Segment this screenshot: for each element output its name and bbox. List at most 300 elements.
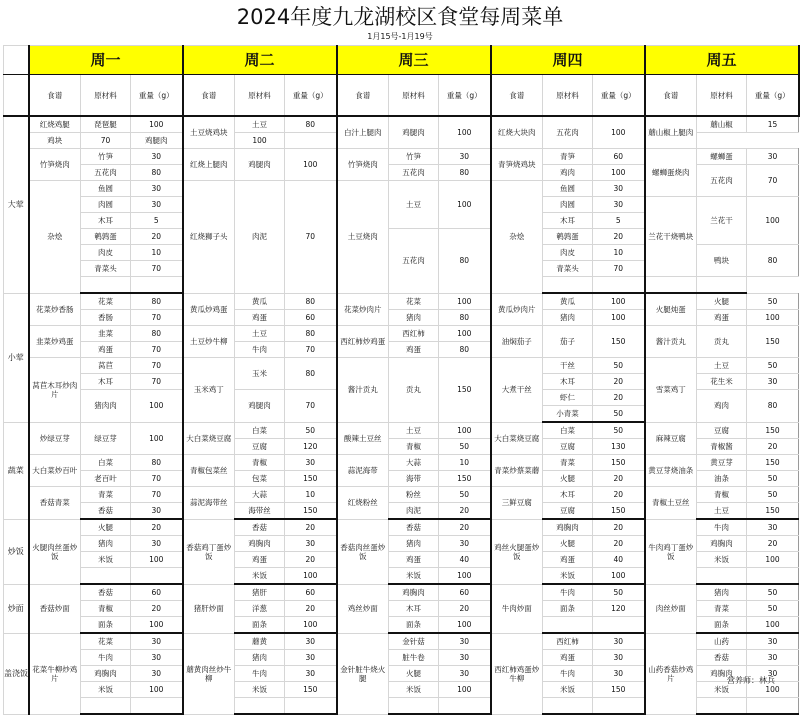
ingredient-weight xyxy=(131,277,183,294)
col-header-ingredient: 原材料 xyxy=(389,75,439,117)
ingredient-weight: 40 xyxy=(593,552,645,568)
ingredient-name xyxy=(389,698,439,715)
col-header-dish: 食谱 xyxy=(29,75,81,117)
ingredient-weight: 30 xyxy=(131,149,183,165)
dish-name: 火腿肉丝蛋炒饭 xyxy=(29,519,81,584)
menu-row xyxy=(4,455,799,471)
ingredient-name: 鸡腿肉 xyxy=(235,390,285,423)
ingredient-name: 鸡蛋 xyxy=(543,650,593,666)
ingredient-weight: 20 xyxy=(593,471,645,487)
ingredient-name: 黄瓜 xyxy=(543,293,593,310)
dish-name: 鸡丝炒面 xyxy=(337,584,389,633)
dish-name: 土豆烧肉 xyxy=(337,181,389,294)
ingredient-weight: 150 xyxy=(593,326,645,358)
ingredient-name: 土豆 xyxy=(235,116,285,133)
ingredient-weight: 70 xyxy=(131,342,183,358)
ingredient-weight xyxy=(697,277,747,294)
date-range: 1月15号-1月19号 xyxy=(367,32,433,41)
ingredient-name: 粉丝 xyxy=(389,487,439,503)
ingredient-name: 香菇 xyxy=(81,503,131,520)
ingredient-name: 鸡蛋 xyxy=(235,310,285,326)
ingredient-name xyxy=(81,277,131,294)
ingredient-weight: 30 xyxy=(439,650,491,666)
ingredient-weight: 100 xyxy=(439,568,491,585)
dish-name: 香菇青菜 xyxy=(29,487,81,520)
ingredient-name: 五花肉 xyxy=(81,165,131,181)
col-header-dish: 食谱 xyxy=(645,75,697,117)
menu-body xyxy=(4,116,799,714)
ingredient-weight: 70 xyxy=(285,342,337,358)
ingredient-weight: 15 xyxy=(747,116,799,133)
menu-row xyxy=(4,326,799,342)
menu-row xyxy=(4,149,799,165)
ingredient-weight: 70 xyxy=(131,310,183,326)
ingredient-weight: 100 xyxy=(131,422,183,455)
dish-name: 金针脏牛烧火腿 xyxy=(337,633,389,714)
ingredient-weight: 30 xyxy=(285,455,337,471)
dish-name: 蘑黄肉丝炒牛柳 xyxy=(183,633,235,714)
ingredient-weight: 80 xyxy=(747,245,799,277)
ingredient-name: 鸡蛋 xyxy=(235,552,285,568)
ingredient-weight: 30 xyxy=(131,536,183,552)
ingredient-weight: 30 xyxy=(131,650,183,666)
col-header-dish: 食谱 xyxy=(337,75,389,117)
ingredient-name: 牛肉 xyxy=(81,650,131,666)
ingredient-weight: 60 xyxy=(439,584,491,601)
ingredient-name: 鸡胸肉 xyxy=(235,536,285,552)
dish-name: 大煮干丝 xyxy=(491,358,543,423)
ingredient-weight: 80 xyxy=(285,116,337,133)
ingredient-weight: 150 xyxy=(593,682,645,698)
ingredient-name: 木耳 xyxy=(543,213,593,229)
ingredient-name: 白菜 xyxy=(235,422,285,439)
ingredient-name: 香菇 xyxy=(235,519,285,536)
ingredient-weight: 120 xyxy=(285,439,337,455)
ingredient-name: 鸡蛋 xyxy=(389,342,439,358)
ingredient-name: 青菜头 xyxy=(81,261,131,277)
ingredient-name: 米饭 xyxy=(389,568,439,585)
corner-cell xyxy=(4,46,29,75)
ingredient-weight: 70 xyxy=(131,374,183,390)
ingredient-name: 黄豆芽 xyxy=(697,455,747,471)
ingredient-name: 肉圆 xyxy=(81,197,131,213)
ingredient-weight: 50 xyxy=(747,293,799,310)
ingredient-weight xyxy=(131,568,183,585)
dish-name: 青笋烧鸡块 xyxy=(491,149,543,181)
menu-row xyxy=(4,584,799,601)
ingredient-name: 白菜 xyxy=(81,455,131,471)
ingredient-name: 面条 xyxy=(81,617,131,634)
ingredient-name: 青椒酱 xyxy=(697,439,747,455)
ingredient-name: 猪肉 xyxy=(697,584,747,601)
ingredient-weight: 120 xyxy=(593,601,645,617)
ingredient-name: 金针菇 xyxy=(389,633,439,650)
col-header-weight: 重量（g） xyxy=(131,75,183,117)
dish-name: 蒜泥海带丝 xyxy=(183,487,235,520)
ingredient-weight: 20 xyxy=(593,536,645,552)
ingredient-weight: 30 xyxy=(285,666,337,682)
ingredient-name xyxy=(645,277,697,294)
ingredient-weight: 80 xyxy=(439,229,491,294)
ingredient-weight: 40 xyxy=(439,552,491,568)
ingredient-weight: 20 xyxy=(439,503,491,520)
ingredient-name: 鸭块 xyxy=(697,245,747,277)
ingredient-name: 土豆 xyxy=(697,503,747,520)
ingredient-weight: 60 xyxy=(593,149,645,165)
ingredient-name xyxy=(81,698,131,715)
ingredient-name: 青椒 xyxy=(697,487,747,503)
dish-name: 韭菜炒鸡蛋 xyxy=(29,326,81,358)
ingredient-weight: 30 xyxy=(747,650,799,666)
ingredient-name: 五花肉 xyxy=(389,229,439,294)
dish-name: 红烧狮子头 xyxy=(183,181,235,294)
ingredient-weight: 10 xyxy=(593,245,645,261)
ingredient-weight: 100 xyxy=(747,310,799,326)
ingredient-weight: 80 xyxy=(131,326,183,342)
ingredient-weight: 70 xyxy=(131,261,183,277)
ingredient-name: 鱼圆 xyxy=(543,181,593,197)
dish-name: 大白菜烧豆腐 xyxy=(183,422,235,455)
dish-name: 西红柿炒鸡蛋 xyxy=(337,326,389,358)
ingredient-name: 土豆 xyxy=(389,422,439,439)
ingredient-name: 莴苣 xyxy=(81,358,131,374)
ingredient-weight: 100 xyxy=(593,310,645,326)
ingredient-name: 脏牛卷 xyxy=(389,650,439,666)
ingredient-name: 土豆 xyxy=(235,326,285,342)
menu-title: 2024年度九龙湖校区食堂每周菜单 xyxy=(236,5,564,29)
dish-name: 青椒土豆丝 xyxy=(645,487,697,520)
ingredient-name: 香菇 xyxy=(389,519,439,536)
category-label: 大荤 xyxy=(4,116,29,293)
dish-name: 香菇炒面 xyxy=(29,584,81,633)
ingredient-name: 木耳 xyxy=(81,374,131,390)
dish-name: 黄瓜炒鸡蛋 xyxy=(183,293,235,326)
menu-row xyxy=(4,358,799,374)
ingredient-name: 肉泥 xyxy=(235,181,285,294)
ingredient-name: 面条 xyxy=(697,617,747,634)
ingredient-name: 贡丸 xyxy=(389,358,439,423)
ingredient-weight: 100 xyxy=(235,133,285,149)
dish-name: 雪菜鸡丁 xyxy=(645,358,697,423)
dish-name: 大白菜炒百叶 xyxy=(29,455,81,487)
dish-name: 土豆炒牛柳 xyxy=(183,326,235,358)
ingredient-weight: 30 xyxy=(747,149,799,165)
ingredient-name: 花菜 xyxy=(81,293,131,310)
ingredient-name: 青椒 xyxy=(235,455,285,471)
ingredient-weight: 50 xyxy=(439,439,491,455)
ingredient-weight: 100 xyxy=(285,617,337,634)
ingredient-weight: 100 xyxy=(439,422,491,439)
ingredient-weight xyxy=(593,617,645,634)
ingredient-weight xyxy=(131,698,183,715)
ingredient-weight: 150 xyxy=(439,358,491,423)
ingredient-weight: 20 xyxy=(131,229,183,245)
category-label: 蔬菜 xyxy=(4,422,29,519)
day-header-mon: 周一 xyxy=(29,46,183,75)
ingredient-weight: 10 xyxy=(285,487,337,503)
ingredient-name: 火腿 xyxy=(697,293,747,310)
ingredient-name: 鸡蛋 xyxy=(543,552,593,568)
ingredient-name: 牛肉 xyxy=(697,519,747,536)
col-header-weight: 重量（g） xyxy=(747,75,799,117)
ingredient-name: 鹌鹑蛋 xyxy=(543,229,593,245)
ingredient-weight: 150 xyxy=(593,455,645,471)
ingredient-weight: 30 xyxy=(747,633,799,650)
ingredient-weight: 150 xyxy=(285,503,337,520)
dish-name: 肉丝炒面 xyxy=(645,584,697,633)
ingredient-weight: 100 xyxy=(285,149,337,181)
ingredient-name: 小青菜 xyxy=(543,406,593,423)
ingredient-name: 蘑黄 xyxy=(235,633,285,650)
ingredient-weight: 50 xyxy=(747,601,799,617)
ingredient-name: 鸡腿肉 xyxy=(235,149,285,181)
dish-name: 香菇肉丝蛋炒饭 xyxy=(337,519,389,584)
ingredient-name: 鸡腿肉 xyxy=(131,133,183,149)
ingredient-weight xyxy=(747,698,799,715)
ingredient-name: 鸡块 xyxy=(29,133,81,149)
ingredient-weight: 150 xyxy=(747,326,799,358)
ingredient-name xyxy=(543,617,593,634)
ingredient-weight: 50 xyxy=(593,584,645,601)
ingredient-weight: 70 xyxy=(747,165,799,197)
ingredient-weight: 100 xyxy=(439,326,491,342)
ingredient-name: 青菜 xyxy=(697,601,747,617)
ingredient-name: 竹笋 xyxy=(389,149,439,165)
ingredient-name: 米饭 xyxy=(543,682,593,698)
dish-name: 黄豆芽烧油条 xyxy=(645,455,697,487)
ingredient-name: 鸡胸肉 xyxy=(389,584,439,601)
ingredient-weight: 50 xyxy=(593,422,645,439)
ingredient-weight: 80 xyxy=(285,358,337,390)
ingredient-weight: 80 xyxy=(285,293,337,310)
ingredient-name: 玉米 xyxy=(235,358,285,390)
ingredient-weight: 30 xyxy=(439,536,491,552)
ingredient-weight: 5 xyxy=(593,213,645,229)
ingredient-name: 肉皮 xyxy=(81,245,131,261)
ingredient-name: 花菜 xyxy=(389,293,439,310)
ingredient-weight: 80 xyxy=(131,455,183,471)
ingredient-weight: 10 xyxy=(131,245,183,261)
ingredient-weight: 60 xyxy=(285,584,337,601)
dish-name: 土豆烧鸡块 xyxy=(183,116,235,149)
ingredient-weight: 100 xyxy=(439,181,491,229)
ingredient-weight: 30 xyxy=(131,633,183,650)
day-header-tue: 周二 xyxy=(183,46,337,75)
ingredient-name: 鸡肉 xyxy=(697,390,747,423)
ingredient-name: 肉皮 xyxy=(543,245,593,261)
dish-name: 香菇鸡丁蛋炒饭 xyxy=(183,519,235,584)
dish-name: 蒜泥海带 xyxy=(337,455,389,487)
dish-name: 青菜炒蔡菜蘑 xyxy=(491,455,543,487)
ingredient-weight: 50 xyxy=(439,487,491,503)
ingredient-weight: 80 xyxy=(131,165,183,181)
ingredient-weight: 20 xyxy=(747,536,799,552)
col-header-weight: 重量（g） xyxy=(285,75,337,117)
ingredient-weight: 70 xyxy=(285,181,337,294)
ingredient-weight: 30 xyxy=(131,181,183,197)
ingredient-weight: 20 xyxy=(285,519,337,536)
ingredient-name: 豆腐 xyxy=(235,439,285,455)
dish-name: 红烧上腿肉 xyxy=(183,149,235,181)
weekly-menu-table xyxy=(3,45,800,715)
ingredient-weight: 5 xyxy=(131,213,183,229)
ingredient-name: 香菇 xyxy=(81,584,131,601)
ingredient-name xyxy=(235,698,285,715)
ingredient-weight: 70 xyxy=(131,487,183,503)
ingredient-weight: 80 xyxy=(439,342,491,358)
ingredient-weight: 100 xyxy=(747,617,799,634)
dish-name: 酱汁贡丸 xyxy=(337,358,389,423)
category-label: 炒饭 xyxy=(4,519,29,584)
ingredient-weight: 100 xyxy=(747,682,799,698)
ingredient-name: 肉圆 xyxy=(543,197,593,213)
ingredient-weight: 30 xyxy=(439,666,491,682)
ingredient-name: 猪肉 xyxy=(389,536,439,552)
ingredient-weight: 100 xyxy=(439,116,491,149)
menu-row xyxy=(4,487,799,503)
ingredient-weight: 30 xyxy=(747,519,799,536)
dish-name: 青椒包菜丝 xyxy=(183,455,235,487)
ingredient-weight: 100 xyxy=(439,617,491,634)
dish-name: 牛肉鸡丁蛋炒饭 xyxy=(645,519,697,584)
ingredient-name: 猪肉肉 xyxy=(81,390,131,423)
ingredient-weight: 20 xyxy=(131,519,183,536)
ingredient-weight: 100 xyxy=(285,568,337,585)
ingredient-weight: 50 xyxy=(285,422,337,439)
ingredient-weight: 150 xyxy=(747,455,799,471)
ingredient-weight: 100 xyxy=(593,293,645,310)
ingredient-name: 青菜 xyxy=(81,487,131,503)
column-header-row xyxy=(4,75,799,117)
ingredient-name: 牛肉 xyxy=(543,584,593,601)
dish-name: 白汁上腿肉 xyxy=(337,116,389,149)
ingredient-weight: 130 xyxy=(593,439,645,455)
ingredient-name: 木耳 xyxy=(81,213,131,229)
menu-row xyxy=(4,519,799,536)
ingredient-name: 鸡腿肉 xyxy=(389,116,439,149)
col-header-weight: 重量（g） xyxy=(593,75,645,117)
dish-name: 酸辣土豆丝 xyxy=(337,422,389,455)
ingredient-name: 猪肉 xyxy=(235,650,285,666)
ingredient-name: 绿豆芽 xyxy=(81,422,131,455)
col-header-dish: 食谱 xyxy=(491,75,543,117)
ingredient-name: 火腿 xyxy=(543,536,593,552)
ingredient-name: 青笋 xyxy=(543,149,593,165)
col-header-ingredient: 原材料 xyxy=(697,75,747,117)
ingredient-name: 螺蛳蛋 xyxy=(697,149,747,165)
ingredient-weight: 30 xyxy=(593,181,645,197)
ingredient-name: 海带 xyxy=(389,471,439,487)
ingredient-weight: 30 xyxy=(593,666,645,682)
col-header-ingredient: 原材料 xyxy=(543,75,593,117)
ingredient-name: 米饭 xyxy=(697,552,747,568)
ingredient-name: 肉泥 xyxy=(389,503,439,520)
ingredient-weight: 70 xyxy=(131,358,183,374)
ingredient-name: 火腿 xyxy=(389,666,439,682)
ingredient-weight: 80 xyxy=(439,165,491,181)
ingredient-name: 豆腐 xyxy=(697,422,747,439)
ingredient-weight xyxy=(439,698,491,715)
ingredient-name: 火腿 xyxy=(81,519,131,536)
ingredient-name: 茄子 xyxy=(543,326,593,358)
ingredient-name: 土豆 xyxy=(697,358,747,374)
ingredient-weight: 20 xyxy=(285,552,337,568)
day-header-fri: 周五 xyxy=(645,46,799,75)
dish-name: 螺蛳蛋烧肉 xyxy=(645,149,697,197)
ingredient-weight: 100 xyxy=(747,197,799,245)
ingredient-weight: 30 xyxy=(285,633,337,650)
ingredient-weight: 60 xyxy=(285,310,337,326)
ingredient-weight: 150 xyxy=(747,503,799,520)
ingredient-weight: 150 xyxy=(285,471,337,487)
ingredient-weight: 100 xyxy=(593,165,645,181)
ingredient-weight: 30 xyxy=(593,650,645,666)
ingredient-weight: 50 xyxy=(593,406,645,423)
ingredient-name: 土豆 xyxy=(389,181,439,229)
dish-name: 火腿炖蛋 xyxy=(645,293,697,326)
ingredient-name: 包菜 xyxy=(235,471,285,487)
ingredient-weight: 30 xyxy=(747,666,799,682)
dish-name: 花菜炒香肠 xyxy=(29,293,81,326)
dish-name: 红烧粉丝 xyxy=(337,487,389,520)
ingredient-name: 面条 xyxy=(235,617,285,634)
ingredient-name: 木耳 xyxy=(543,487,593,503)
dish-name: 玉米鸡丁 xyxy=(183,358,235,423)
dish-name: 红烧大块肉 xyxy=(491,116,543,149)
ingredient-name: 猪肉 xyxy=(543,310,593,326)
dish-name: 莴苣木耳炒肉片 xyxy=(29,358,81,423)
ingredient-name: 虾仁 xyxy=(543,390,593,406)
ingredient-name: 兰花干 xyxy=(697,197,747,245)
ingredient-weight: 20 xyxy=(593,519,645,536)
ingredient-weight: 100 xyxy=(131,617,183,634)
ingredient-name: 鸡蛋 xyxy=(81,342,131,358)
ingredient-weight: 80 xyxy=(747,390,799,423)
ingredient-weight: 100 xyxy=(439,682,491,698)
ingredient-name: 牛肉 xyxy=(543,666,593,682)
header-corner xyxy=(4,75,29,117)
ingredient-name: 西红柿 xyxy=(543,633,593,650)
dish-name: 杂烩 xyxy=(491,181,543,294)
ingredient-weight: 20 xyxy=(285,601,337,617)
ingredient-name: 海带丝 xyxy=(235,503,285,520)
ingredient-name: 猪肝 xyxy=(235,584,285,601)
menu-row xyxy=(4,293,799,310)
col-header-ingredient: 原材料 xyxy=(81,75,131,117)
nutritionist-signature: 营养师：林兵 xyxy=(727,676,775,685)
col-header-ingredient: 原材料 xyxy=(235,75,285,117)
dish-name: 杂烩 xyxy=(29,181,81,294)
ingredient-name: 鸡胸肉 xyxy=(697,666,747,682)
ingredient-name: 鱼圆 xyxy=(81,181,131,197)
ingredient-name: 猪肉 xyxy=(389,310,439,326)
ingredient-weight: 70 xyxy=(593,261,645,277)
ingredient-weight: 20 xyxy=(593,487,645,503)
ingredient-weight: 70 xyxy=(285,390,337,423)
ingredient-name: 大蒜 xyxy=(389,455,439,471)
ingredient-name xyxy=(543,277,593,294)
ingredient-weight: 30 xyxy=(747,374,799,390)
ingredient-weight: 100 xyxy=(131,552,183,568)
ingredient-weight: 30 xyxy=(131,666,183,682)
ingredient-weight: 30 xyxy=(285,536,337,552)
ingredient-name: 干丝 xyxy=(543,358,593,374)
ingredient-weight: 50 xyxy=(747,471,799,487)
ingredient-weight: 80 xyxy=(131,293,183,310)
ingredient-name: 五花肉 xyxy=(697,165,747,197)
ingredient-name: 鸡胸肉 xyxy=(697,536,747,552)
ingredient-weight: 20 xyxy=(439,519,491,536)
